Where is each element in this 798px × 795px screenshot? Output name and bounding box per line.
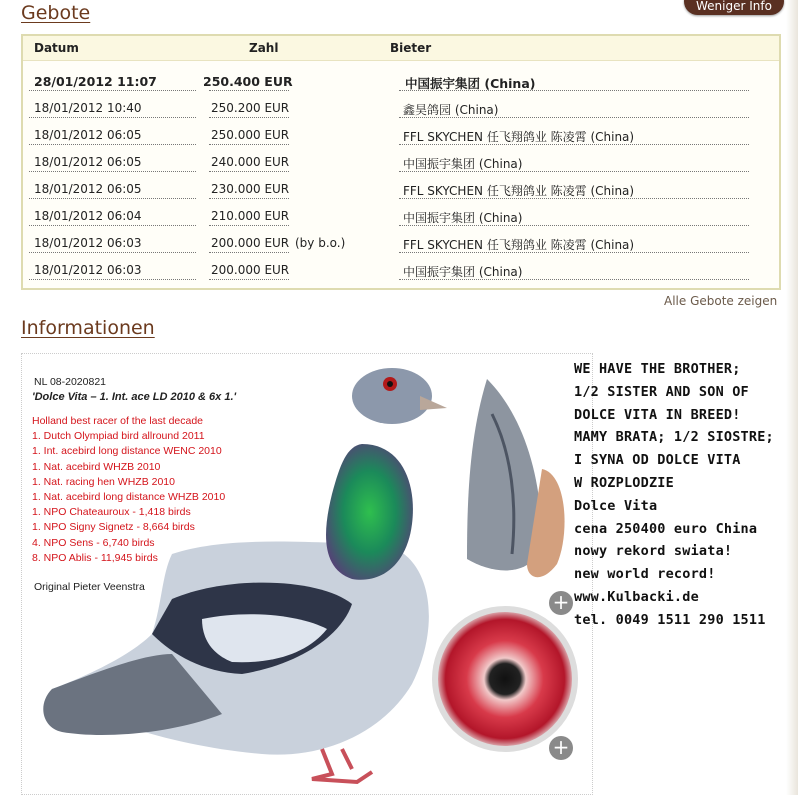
pigeon-image [21, 353, 593, 795]
pigeon-name-line: 'Dolce Vita – 1. Int. ace LD 2010 & 6x 1.' [32, 391, 237, 403]
bid-date: 18/01/2012 06:04 [34, 209, 142, 223]
row-divider [399, 171, 749, 172]
bid-note: (by b.o.) [295, 236, 346, 250]
bid-amount: 250.400 EUR [203, 74, 293, 89]
bid-bidder: FFL SKYCHEN 任飞翔鸽业 陈凌霄 (China) [403, 184, 635, 198]
row-divider [29, 252, 196, 253]
bid-date: 18/01/2012 06:05 [34, 128, 142, 142]
bid-bidder: 鑫昊鸽园 (China) [403, 103, 499, 117]
row-divider [209, 225, 289, 226]
bid-bidder: FFL SKYCHEN 任飞翔鸽业 陈凌霄 (China) [403, 130, 635, 144]
bid-bidder: 中国振宇集团 (China) [403, 265, 523, 279]
bid-date: 18/01/2012 06:03 [34, 263, 142, 277]
bid-bidder: 中国振宇集团 (China) [403, 211, 523, 225]
row-divider [209, 144, 289, 145]
promo-line: cena 250400 euro China [574, 520, 758, 537]
row-divider [209, 171, 289, 172]
promo-line: WE HAVE THE BROTHER; [574, 361, 741, 377]
bid-date: 18/01/2012 06:03 [34, 236, 142, 250]
promo-line: 1/2 SISTER AND SON OF [574, 383, 749, 400]
achievement-line: 1. Nat. acebird WHZB 2010 [32, 460, 161, 473]
column-header-bidder: Bieter [390, 41, 432, 55]
row-divider [29, 90, 196, 91]
promo-line: new world record! [574, 566, 716, 583]
row-divider [209, 279, 289, 280]
bid-row [29, 255, 749, 281]
promo-line: tel. 0049 1511 290 1511 [574, 611, 766, 628]
row-divider [29, 144, 196, 145]
row-divider [29, 225, 196, 226]
row-divider [29, 117, 196, 118]
achievement-line: Holland best racer of the last decade [32, 415, 204, 427]
achievement-line: 1. Int. acebird long distance WENC 2010 [32, 445, 222, 458]
page-edge-shade [786, 0, 798, 795]
row-divider [399, 90, 749, 91]
bid-amount: 200.000 EUR [211, 236, 290, 250]
bids-table [21, 34, 781, 290]
promo-line: DOLCE VITA IN BREED! [574, 406, 741, 423]
breeder-line: Original Pieter Veenstra [34, 581, 145, 593]
achievement-line: 1. Nat. racing hen WHZB 2010 [32, 475, 175, 488]
row-divider [209, 198, 289, 199]
pigeon-illustration [22, 354, 592, 794]
bid-date: 18/01/2012 06:05 [34, 155, 142, 169]
promo-line: MAMY BRATA; 1/2 SIOSTRE; [574, 429, 774, 446]
bid-row [29, 201, 749, 227]
row-divider [29, 198, 196, 199]
zoom-plus-icon[interactable]: + [549, 591, 573, 615]
bid-row [29, 93, 749, 119]
bid-bidder: FFL SKYCHEN 任飞翔鸽业 陈凌霄 (China) [403, 238, 635, 252]
less-info-button[interactable]: Weniger Info [684, 0, 784, 15]
row-divider [399, 117, 749, 118]
row-divider [399, 198, 749, 199]
bid-amount: 240.000 EUR [211, 155, 290, 169]
bid-amount: 250.200 EUR [211, 101, 290, 115]
row-divider [399, 252, 749, 253]
ring-number: NL 08-2020821 [34, 376, 107, 388]
bid-amount: 200.000 EUR [211, 263, 290, 277]
bids-table-header [23, 36, 779, 61]
achievement-line: 8. NPO Ablis - 11,945 birds [32, 551, 158, 564]
row-divider [209, 252, 289, 253]
bid-amount: 230.000 EUR [211, 182, 290, 196]
row-divider [29, 171, 196, 172]
row-divider [209, 117, 289, 118]
row-divider [29, 279, 196, 280]
bid-row [29, 66, 749, 92]
promo-line: www.Kulbacki.de [574, 589, 699, 605]
achievement-line: 1. NPO Signy Signetz - 8,664 birds [32, 521, 195, 534]
row-divider [209, 90, 289, 91]
column-header-amount: Zahl [249, 41, 279, 55]
bid-row [29, 120, 749, 146]
bid-row [29, 174, 749, 200]
bid-amount: 250.000 EUR [211, 128, 290, 142]
bid-bidder: 中国振宇集团 (China) [403, 157, 523, 171]
bid-date: 18/01/2012 06:05 [34, 182, 142, 196]
row-divider [399, 144, 749, 145]
row-divider [399, 279, 749, 280]
all-bids-link[interactable]: Alle Gebote zeigen [664, 294, 778, 308]
achievement-line: 1. Dutch Olympiad bird allround 2011 [32, 430, 205, 443]
row-divider [399, 225, 749, 226]
bid-date: 28/01/2012 11:07 [34, 74, 157, 89]
column-header-date: Datum [34, 41, 79, 55]
bid-date: 18/01/2012 10:40 [34, 101, 142, 115]
achievement-line: 4. NPO Sens - 6,740 birds [32, 536, 155, 549]
promo-line: W ROZPLODZIE [574, 475, 674, 491]
info-section-title[interactable]: Informationen [21, 317, 155, 339]
promo-line: Dolce Vita [574, 497, 658, 514]
achievement-line: 1. Nat. acebird long distance WHZB 2010 [32, 491, 226, 503]
achievement-line: 1. NPO Chateauroux - 1,418 birds [32, 506, 191, 519]
promo-line: I SYNA OD DOLCE VITA [574, 452, 741, 469]
bid-row [29, 147, 749, 173]
bid-row [29, 228, 749, 254]
promo-line: nowy rekord swiata! [574, 543, 733, 560]
zoom-plus-icon[interactable]: + [549, 736, 573, 760]
bid-amount: 210.000 EUR [211, 209, 290, 223]
bids-section-title[interactable]: Gebote [21, 2, 91, 24]
bid-bidder: 中国振宇集团 (China) [405, 76, 536, 91]
